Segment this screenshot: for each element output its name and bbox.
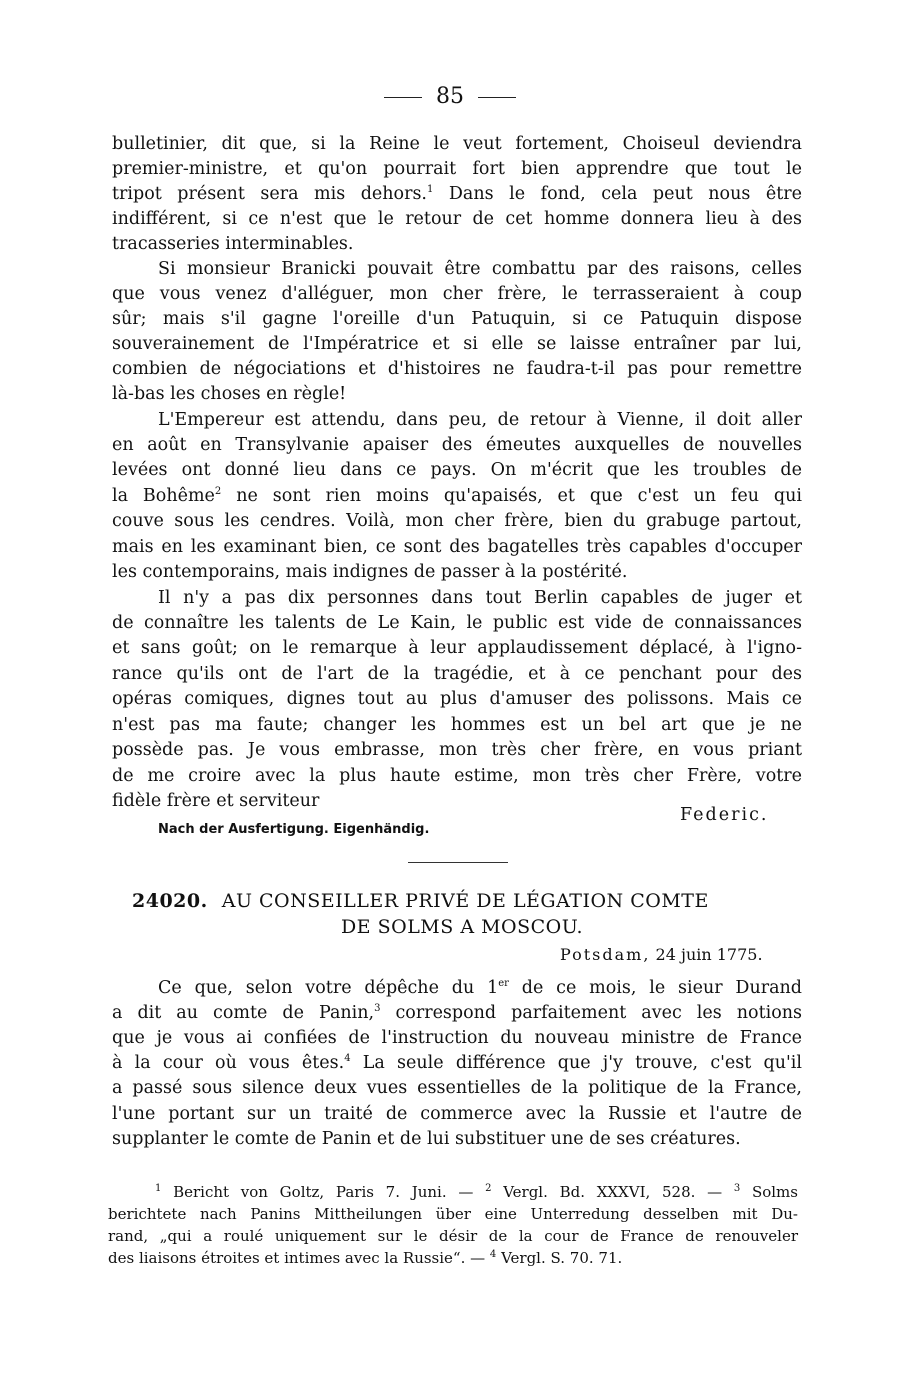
body-line: tracasseries interminables. xyxy=(112,234,354,254)
body-line: rance qu'ils ont de l'art de la tragédie, et à ce penchant pour des xyxy=(112,664,802,684)
letter-line: à la cour où vous êtes.$^4$ La seule différence que j'y trouve, c'est qu'il xyxy=(112,1053,802,1073)
dash-left xyxy=(384,97,422,98)
section-separator xyxy=(408,862,508,863)
body-line: combien de négociations et d'histoires ne faudra-t-il pas pour remettre xyxy=(112,359,802,379)
body-line: tripot présent sera mis dehors.$^1$ Dans le fond, cela peut nous être xyxy=(112,184,802,204)
letter-line: supplanter le comte de Panin et de lui substituer une de ses créatures. xyxy=(112,1129,741,1149)
body-line: de connaître les talents de Le Kain, le public est vide de connaissances xyxy=(112,613,802,633)
footnote-line: berichtete nach Panins Mittheilungen über eine Unterredung desselben mit Du- xyxy=(108,1205,798,1223)
body-line: opéras comiques, dignes tout au plus d'amuser des polissons. Mais ce xyxy=(112,689,802,709)
body-line: n'est pas ma faute; changer les hommes est un bel art que je ne xyxy=(112,715,802,735)
body-line: en août en Transylvanie apaiser des émeutes auxquelles de nouvelles xyxy=(112,435,802,455)
body-line: que vous venez d'alléguer, mon cher frère, le terrasseraient à coup xyxy=(112,284,802,304)
body-line: L'Empereur est attendu, dans peu, de retour à Vienne, il doit aller xyxy=(158,410,802,430)
body-line: premier-ministre, et qu'on pourrait fort bien apprendre que tout le xyxy=(112,159,802,179)
body-line: souverainement de l'Impératrice et si elle se laisse entraîner par lui, xyxy=(112,334,802,354)
dateline xyxy=(560,944,763,966)
body-line: là-bas les choses en règle! xyxy=(112,384,347,404)
letter-line: Ce que, selon votre dépêche du 1er de ce mois, le sieur Durand xyxy=(158,978,802,998)
body-line: possède pas. Je vous embrasse, mon très cher frère, en vous priant xyxy=(112,740,802,760)
body-line: la Bohême$^2$ ne sont rien moins qu'apaisés, et que c'est un feu qui xyxy=(112,486,802,506)
body-line: indifférent, si ce n'est que le retour de cet homme donnera lieu à des xyxy=(112,209,802,229)
letter-line: que je vous ai confiées de l'instruction du nouveau ministre de France xyxy=(112,1028,802,1048)
source-note: Nach der Ausfertigung. Eigenhändig. xyxy=(158,822,430,837)
footnote-line: rand, „qui a roulé uniquement sur le désir de la cour de France de renouveler xyxy=(108,1227,798,1245)
body-line: de me croire avec la plus haute estime, mon très cher Frère, votre xyxy=(112,766,802,786)
body-line: Il n'y a pas dix personnes dans tout Berlin capables de juger et xyxy=(158,588,802,608)
signature: Federic. xyxy=(680,805,769,825)
body-line: levées ont donné lieu dans ce pays. On m'écrit que les troubles de xyxy=(112,460,802,480)
footnote-line: des liaisons étroites et intimes avec la Russie“. — $^4$ Vergl. S. 70. 71. xyxy=(108,1249,623,1267)
body-line: bulletinier, dit que, si la Reine le veut fortement, Choiseul deviendra xyxy=(112,134,802,154)
dateline-date: 24 juin 1775. xyxy=(655,945,763,964)
page-number-text: 85 xyxy=(436,84,464,109)
dash-right xyxy=(478,97,516,98)
footnote-line: $^1$ Bericht von Goltz, Paris 7. Juni. — $^2$ Vergl. Bd. XXXVI, 528. — $^3$ Solms xyxy=(155,1183,798,1201)
letter-heading xyxy=(132,888,792,914)
letter-title-line2: DE SOLMS A MOSCOU. xyxy=(340,916,584,938)
letter-line: l'une portant sur un traité de commerce avec la Russie et l'autre de xyxy=(112,1104,802,1124)
body-line: et sans goût; on le remarque à leur applaudissement déplacé, à l'igno- xyxy=(112,638,802,658)
letter-line: a dit au comte de Panin,$^3$ correspond parfaitement avec les notions xyxy=(112,1003,802,1023)
body-line: couve sous les cendres. Voilà, mon cher frère, bien du grabuge partout, xyxy=(112,511,802,531)
body-line: les contemporains, mais indignes de passer à la postérité. xyxy=(112,562,628,582)
letter-line: a passé sous silence deux vues essentielles de la politique de la France, xyxy=(112,1078,802,1098)
letter-title-line1: AU CONSEILLER PRIVÉ DE LÉGATION COMTE xyxy=(221,890,709,912)
letter-number: 24020. xyxy=(132,890,208,912)
body-line: sûr; mais s'il gagne l'oreille d'un Patuquin, si ce Patuquin dispose xyxy=(112,309,802,329)
page-number xyxy=(0,84,900,109)
body-line: fidèle frère et serviteur xyxy=(112,791,320,811)
body-line: Si monsieur Branicki pouvait être combattu par des raisons, celles xyxy=(158,259,802,279)
dateline-place: Potsdam, xyxy=(560,945,651,964)
body-line: mais en les examinant bien, ce sont des bagatelles très capables d'occuper xyxy=(112,537,802,557)
